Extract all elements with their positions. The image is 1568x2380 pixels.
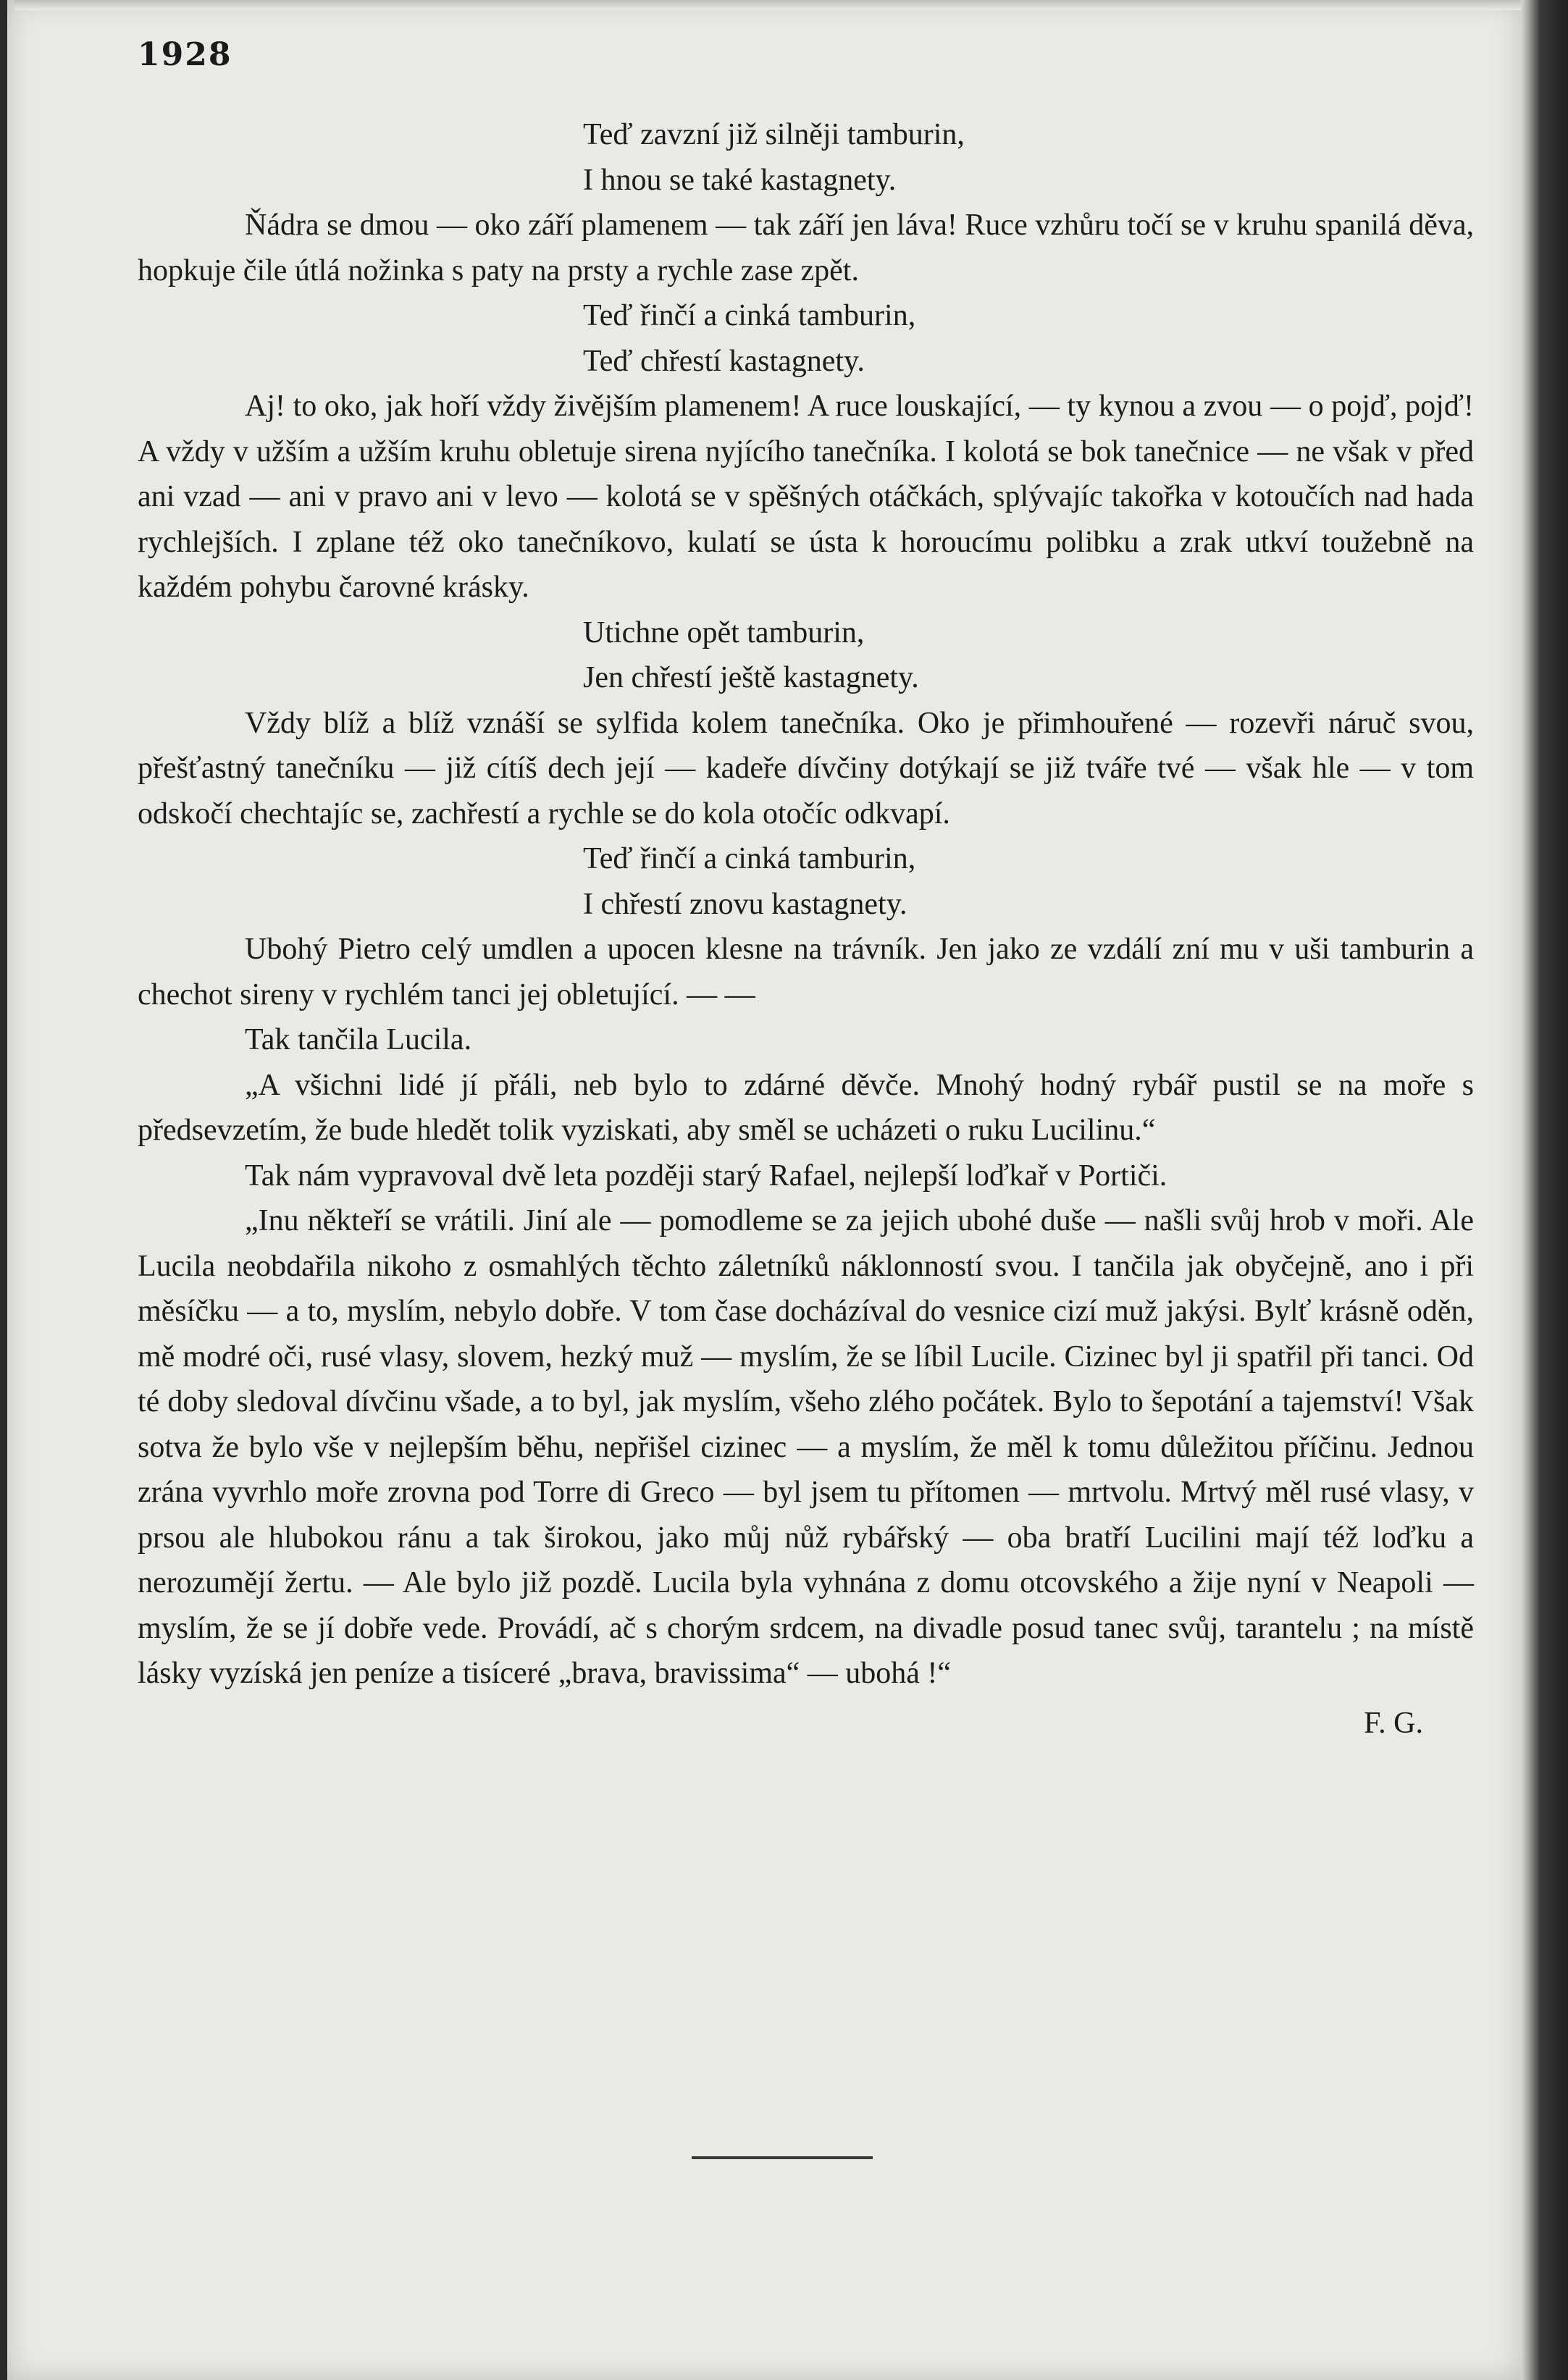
page-number: 1928 bbox=[138, 36, 232, 73]
paragraph: Tak nám vypravoval dvě leta později starý Rafael, nejlepší loďkař v Portiči. bbox=[245, 1159, 1167, 1193]
paragraph: „Inu někteří se vrátili. Jiní ale — pomodleme se za jejich ubohé duše — našli svůj hrob v moři. Ale Lucila neobdařila nikoho z osmahlých těchto záletníků náklonností svou. I tančila jak obyčejně, ano i při měsíčku — a to, myslím, nebylo dobře. V tom čase docházíval do vesnice cizí muž jakýsi. Bylť krásně oděn, mě modré oči, rusé vlasy, slovem, hezký muž — myslím, že se líbil Lucile. Cizinec byl ji spatřil při tanci. Od té doby sledoval dívčinu všade, a to byl, jak myslím, všeho zlého počátek. Bylo to šepotání a tajemství! Však sotva že bylo vše v nejlepším běhu, nepřišel cizinec — a myslím, že měl k tomu důležitou příčinu. Jednou zrána vyvrhlo moře zrovna pod Torre di Greco — byl jsem tu přítomen — mrtvolu. Mrtvý měl rusé vlasy, v prsou ale hlubokou ránu a tak širokou, jako můj nůž rybářský — oba bratří Lucilini mají též loďku a nerozumějí žertu. — Ale bylo již pozdě. Lucila byla vyhnána z domu otcovského a žije nyní v Neapoli — myslím, že se jí dobře vede. Provádí, ač s chorým srdcem, na divadle posud tanec svůj, tarantelu ; na místě lásky vyzíská jen peníze a tisíceré „brava, bravissima“ — ubohá !“ bbox=[138, 1204, 1474, 1690]
article-body bbox=[138, 112, 1474, 1746]
scanned-page bbox=[7, 0, 1521, 2380]
paragraph: Aj! to oko, jak hoří vždy živějším plamenem! A ruce louskající, — ty kynou a zvou — o pojď, pojď! A vždy v užším a užším kruhu obletuje sirena nyjícího tanečníka. I kolotá se bok tanečnice — ne však v před ani vzad — ani v pravo ani v levo — kolotá se v spěšných otáčkách, splývajíc takořka v kotoučích nad hada rychlejších. I zplane též oko tanečníkovo, kulatí se ústa k horoucímu polibku a zrak utkví toužebně na každém pohybu čarovné krásky. bbox=[138, 390, 1474, 604]
end-rule-divider bbox=[692, 2156, 873, 2159]
author-signature: F. G. bbox=[1364, 1706, 1423, 1740]
paragraph: Tak tančila Lucila. bbox=[245, 1023, 472, 1056]
paragraph: Ubohý Pietro celý umdlen a upocen klesne na trávník. Jen jako ze vzdálí zní mu v uši tamburin a chechot sireny v rychlém tanci jej obletující. — — bbox=[138, 933, 1474, 1012]
verse-line: Teď chřestí kastagnety. bbox=[583, 344, 865, 378]
verse-line: I chřestí znovu kastagnety. bbox=[583, 887, 907, 921]
verse-line: Jen chřestí ještě kastagnety. bbox=[583, 661, 919, 694]
paragraph: Ňádra se dmou — oko září plamenem — tak září jen láva! Ruce vzhůru točí se v kruhu spanilá děva, hopkuje čile útlá nožinka s paty na prsty a rychle zase zpět. bbox=[138, 209, 1474, 287]
verse-line: Teď řinčí a cinká tamburin, bbox=[583, 299, 916, 332]
verse-line: I hnou se také kastagnety. bbox=[583, 163, 897, 197]
verse-line: Utichne opět tamburin, bbox=[583, 615, 865, 649]
paragraph: Vždy blíž a blíž vznáší se sylfida kolem tanečníka. Oko je přimhouřené — rozevři náruč svou, přešťastný tanečníku — již cítíš dech její — kadeře dívčiny dotýkají se již tváře tvé — však hle — v tom odskočí chechtajíc se, zachřestí a rychle se do kola otočíc odkvapí. bbox=[138, 706, 1474, 831]
verse-line: Teď řinčí a cinká tamburin, bbox=[583, 842, 916, 875]
paragraph: „A všichni lidé jí přáli, neb bylo to zdárné děvče. Mnohý hodný rybář pustil se na moře s předsevzetím, že bude hledět tolik vyziskati, aby směl se ucházeti o ruku Lucilinu.“ bbox=[138, 1068, 1474, 1147]
verse-line: Teď zavzní již silněji tamburin, bbox=[583, 118, 965, 151]
page-top-shadow bbox=[14, 0, 1528, 10]
page-binding-shadow bbox=[1521, 0, 1568, 2380]
